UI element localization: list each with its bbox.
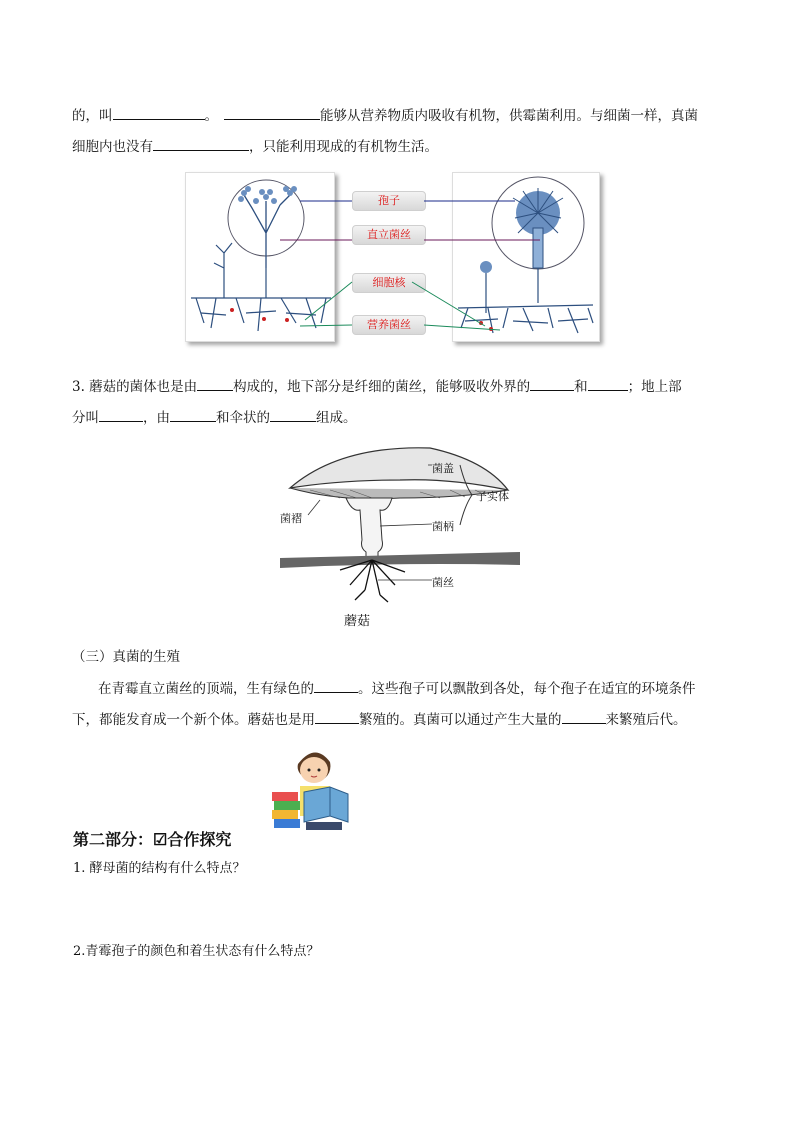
label-fruiting-body: 子实体: [476, 490, 509, 503]
label-aerial-hyphae: 直立菌丝: [352, 225, 426, 245]
fill-blank[interactable]: [170, 409, 216, 422]
label-nucleus: 细胞核: [352, 273, 426, 293]
text: ；地上部: [627, 379, 682, 395]
text: 在青霉直立菌丝的顶端，生有绿色的: [98, 681, 314, 697]
text: 组成。: [316, 410, 357, 426]
text: 分叫: [72, 410, 99, 426]
text: 来繁殖后代。: [605, 712, 687, 728]
text: 。: [204, 108, 218, 124]
text: ，由: [143, 410, 170, 426]
label-hyphae: 菌丝: [432, 576, 454, 589]
text: 和: [574, 379, 588, 395]
text: 的，叫: [72, 108, 113, 124]
mushroom-caption: 蘑菇: [344, 614, 371, 629]
fill-blank[interactable]: [99, 409, 143, 422]
paragraph-line: [72, 375, 682, 395]
label-stalk: 菌柄: [432, 520, 454, 533]
fill-blank[interactable]: [197, 378, 233, 391]
text: 繁殖的。真菌可以通过产生大量的: [359, 712, 562, 728]
label-spore: 孢子: [352, 191, 426, 211]
mushroom-illustration: [280, 440, 520, 605]
text: 3. 蘑菇的菌体也是由: [72, 379, 198, 395]
label-connector-lines: [0, 0, 794, 360]
paragraph-line: [72, 708, 687, 728]
text: 。这些孢子可以飘散到各处，每个孢子在适宜的环境条件: [358, 681, 696, 697]
paragraph-line: [72, 406, 357, 426]
fill-blank[interactable]: [562, 711, 606, 724]
label-gills: 菌褶: [280, 512, 302, 525]
text: ，只能利用现成的有机物生活。: [249, 139, 438, 155]
fill-blank[interactable]: [588, 378, 628, 391]
text: 构成的，地下部分是纤细的菌丝，能够吸收外界的: [233, 379, 531, 395]
text: 下，都能发育成一个新个体。蘑菇也是用: [72, 712, 315, 728]
fill-blank[interactable]: [530, 378, 574, 391]
fill-blank[interactable]: [270, 409, 316, 422]
question-2: 2.青霉孢子的颜色和着生状态有什么特点？: [73, 944, 320, 959]
reading-boy-illustration: [270, 742, 355, 832]
paragraph-line: [98, 677, 696, 697]
fill-blank[interactable]: [314, 680, 358, 693]
question-1: 1. 酵母菌的结构有什么特点？: [73, 861, 246, 876]
label-nutrient-hyphae: 营养菌丝: [352, 315, 426, 335]
text: 细胞内也没有: [72, 139, 153, 155]
label-cap: 菌盖: [432, 462, 454, 475]
section-heading: （三）真菌的生殖: [72, 649, 180, 665]
text: 能够从营养物质内吸收有机物，供霉菌利用。与细菌一样，真菌: [320, 108, 698, 124]
fill-blank[interactable]: [315, 711, 359, 724]
part2-heading: 第二部分：☑合作探究: [73, 830, 232, 849]
text: 和伞状的: [216, 410, 270, 426]
